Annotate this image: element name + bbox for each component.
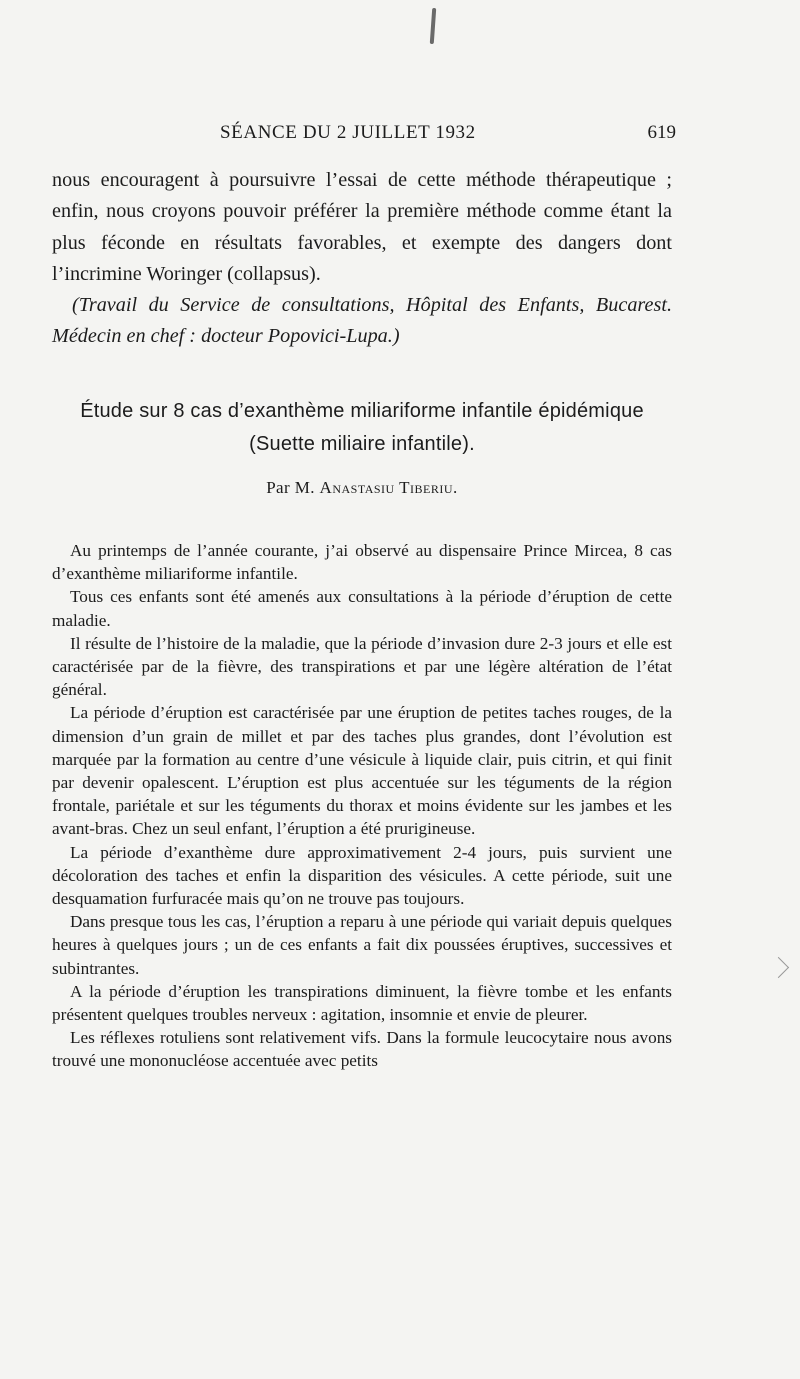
body-paragraph: Dans presque tous les cas, l’éruption a reparu à une période qui variait depuis quelques heures à quelques jours ; un de ces enfants a fait dix poussées éruptives, successives et subintrantes. bbox=[52, 912, 672, 978]
running-title: SÉANCE DU 2 JUILLET 1932 bbox=[220, 122, 476, 143]
article-title-line-2: (Suette miliaire infantile). bbox=[249, 433, 475, 455]
body-paragraph: Il résulte de l’histoire de la maladie, que la période d’invasion dure 2-3 jours et elle est caractérisée par de la fièvre, des transpirations et par une légère altération de l’état général. bbox=[52, 633, 672, 700]
body-paragraph: Au printemps de l’année courante, j’ai observé au dispensaire Prince Mircea, 8 cas d’exanthème miliariforme infantile. bbox=[52, 541, 672, 584]
body-paragraph: A la période d’éruption les transpirations diminuent, la fièvre tombe et les enfants présentent quelques troubles nerveux : agitation, insomnie et envie de pleurer. bbox=[52, 981, 672, 1025]
author-prefix: Par M. bbox=[266, 478, 315, 497]
body-paragraph: Tous ces enfants sont été amenés aux consultations à la période d’éruption de cette maladie. bbox=[52, 587, 672, 630]
author-name: Anastasiu Tiberiu. bbox=[319, 478, 458, 497]
article-title bbox=[52, 395, 672, 461]
body-paragraph: La période d’éruption est caractérisée par une éruption de petites taches rouges, de la dimension d’un grain de millet et par des taches plus grandes, dont l’évolution est marquée par la formation au centre d’une vésicule à liquide clair, puis citrin, et qui finit par devenir opalescent. L’éruption est plus accentuée sur les téguments de la région frontale, pariétale et sur les téguments du thorax et moins évidente sur les jambes et les avant-bras. Chez un seul enfant, l’éruption a été prurigineuse. bbox=[52, 703, 672, 839]
ink-mark bbox=[430, 8, 437, 44]
intro-section bbox=[52, 165, 672, 353]
article-title-line-1: Étude sur 8 cas d’exanthème miliariforme infantile épidémique bbox=[80, 400, 644, 422]
article-body bbox=[52, 539, 672, 1073]
page-number: 619 bbox=[647, 122, 676, 143]
margin-mark bbox=[768, 957, 789, 978]
article-author bbox=[52, 478, 672, 498]
body-paragraph: Les réflexes rotuliens sont relativement vifs. Dans la formule leucocytaire nous avons trouvé une mononucléose accentuée avec petits bbox=[52, 1028, 672, 1071]
running-header bbox=[52, 122, 676, 150]
intro-credit: (Travail du Service de consultations, Hôpital des Enfants, Bucarest. Médecin en chef : docteur Popovici-Lupa.) bbox=[52, 294, 672, 348]
body-paragraph: La période d’exanthème dure approximativement 2-4 jours, puis survient une décoloration des taches et enfin la disparition des vésicules. A cette période, suit une desquamation furfuracée mais qu’on ne trouve pas toujours. bbox=[52, 842, 672, 909]
intro-paragraph: nous encouragent à poursuivre l’essai de cette méthode thérapeutique ; enfin, nous croyons pouvoir préférer la première méthode comme étant la plus féconde en résultats favorables, et exempte des dangers dont l’incrimine Woringer (collapsus). bbox=[52, 169, 672, 285]
